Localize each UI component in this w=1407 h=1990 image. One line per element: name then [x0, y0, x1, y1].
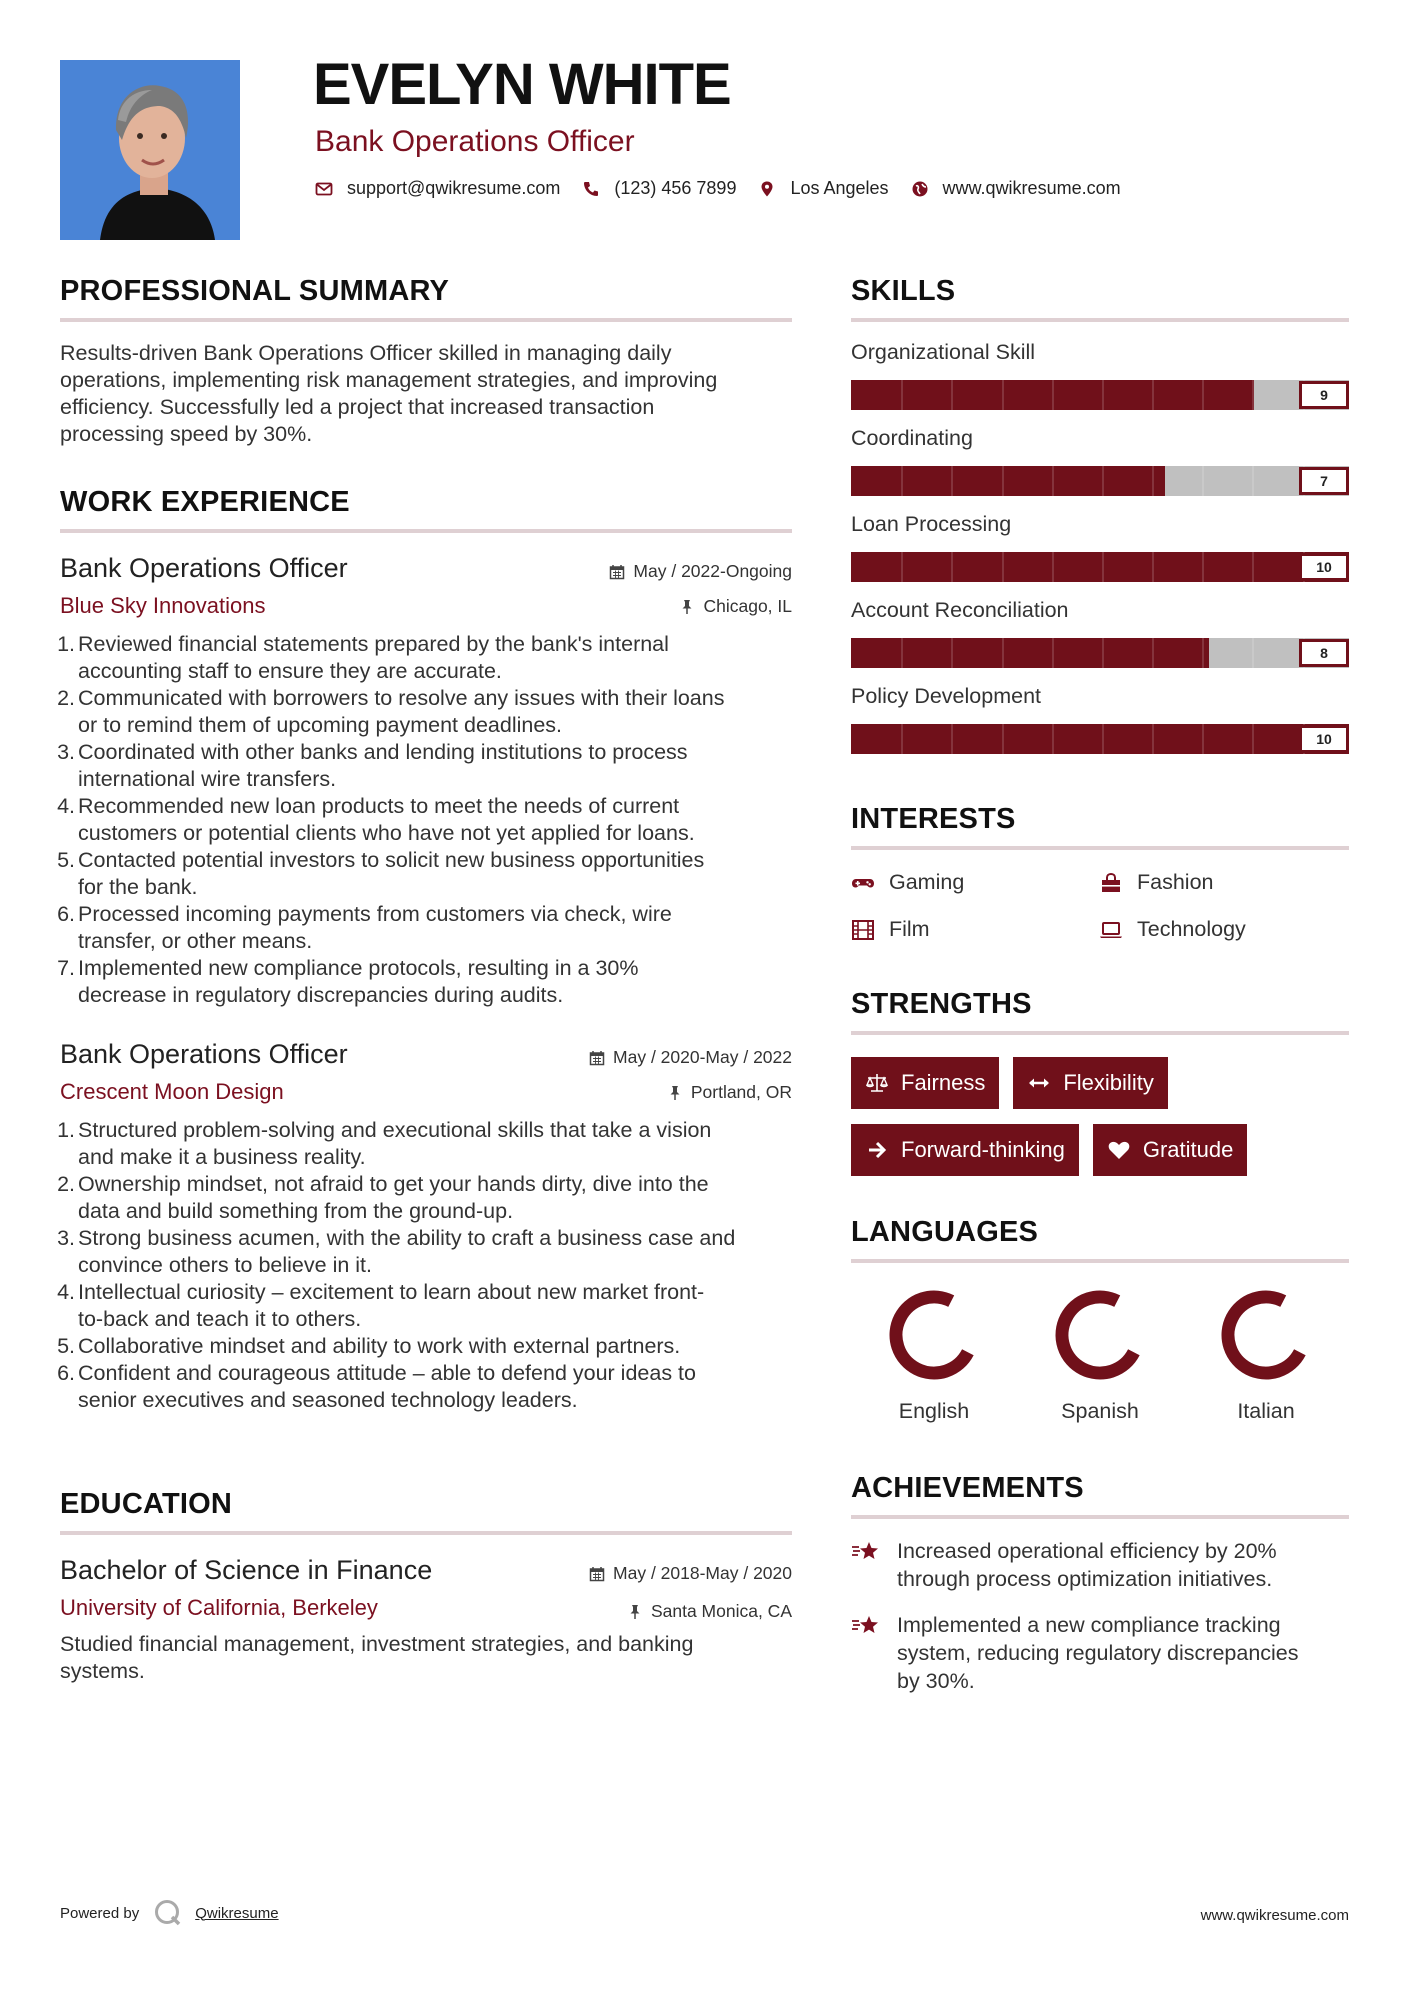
interest-label: Fashion	[1137, 870, 1214, 894]
calendar-icon	[609, 564, 625, 580]
skill-bar-segment	[1052, 552, 1054, 582]
section-divider	[851, 1259, 1349, 1263]
achievements-title: ACHIEVEMENTS	[851, 1472, 1084, 1504]
list-item: 3. Strong business acumen, with the ability to craft a business case and convince others to believe in it.	[57, 1226, 736, 1277]
shooting-star-icon	[851, 1613, 885, 1695]
job-title: Bank Operations Officer	[60, 553, 348, 583]
job-title: Bank Operations Officer	[60, 1039, 348, 1069]
skill-score: 7	[1299, 467, 1349, 495]
pushpin-icon	[679, 599, 695, 615]
candidate-role: Bank Operations Officer	[315, 125, 635, 158]
skill-name: Account Reconciliation	[851, 598, 1069, 622]
language-level-ring	[1054, 1289, 1146, 1381]
skill-score: 8	[1299, 639, 1349, 667]
interest-item	[1099, 917, 1347, 942]
phone-icon	[582, 180, 600, 198]
skill-bar-segment	[901, 724, 903, 754]
skill-bar-segment	[1102, 638, 1104, 668]
skill-bar-segment	[901, 552, 903, 582]
arrow-right-icon	[865, 1138, 889, 1162]
education-date-text: May / 2018-May / 2020	[613, 1563, 792, 1583]
skill-bar	[851, 724, 1349, 754]
education-title: EDUCATION	[60, 1488, 233, 1520]
pushpin-icon	[627, 1604, 643, 1620]
skill-bar-segment	[951, 552, 953, 582]
interests-list	[851, 870, 1349, 942]
list-item: 1. Reviewed financial statements prepared by the bank's internal accounting staff to ensure they are accurate.	[57, 632, 669, 683]
list-item: 2. Ownership mindset, not afraid to get your hands dirty, dive into the data and build something from the ground-up.	[57, 1172, 709, 1223]
strength-label: Gratitude	[1142, 1137, 1234, 1162]
section-divider	[60, 318, 792, 322]
skill-name: Coordinating	[851, 426, 973, 450]
education-location-text: Santa Monica, CA	[650, 1601, 792, 1621]
skill-bar-segment	[1252, 552, 1254, 582]
skill-bar-segment	[1152, 638, 1154, 668]
interest-label: Film	[889, 917, 930, 941]
school-name: University of California, Berkeley	[60, 1595, 378, 1620]
profile-photo	[60, 60, 240, 240]
section-divider	[60, 1531, 792, 1535]
job-company: Crescent Moon Design	[60, 1079, 284, 1104]
skill-bar-segment	[1152, 552, 1154, 582]
map-pin-icon	[758, 180, 776, 198]
skill-item	[851, 426, 1349, 496]
skill-bar-segment	[1102, 466, 1104, 496]
skill-bar-fill	[851, 638, 1209, 668]
skill-score: 10	[1299, 725, 1349, 753]
strengths-title: STRENGTHS	[851, 988, 1032, 1020]
skill-bar-fill	[851, 552, 1349, 582]
skill-bar-fill	[851, 466, 1165, 496]
job-location-text: Chicago, IL	[703, 596, 792, 616]
skill-bar-segment	[1002, 638, 1004, 668]
skill-bar-segment	[1052, 638, 1054, 668]
education-date	[589, 1563, 792, 1584]
skill-bar-segment	[951, 638, 953, 668]
skill-bar-segment	[1002, 380, 1004, 410]
skill-bar	[851, 380, 1349, 410]
language-item	[1017, 1289, 1183, 1424]
interest-label: Technology	[1137, 917, 1246, 941]
languages-section	[851, 1216, 1349, 1424]
language-item	[1183, 1289, 1349, 1424]
interests-section	[851, 803, 1349, 942]
skill-item	[851, 684, 1349, 754]
shopping-bag-icon	[1099, 871, 1123, 895]
portrait-image	[60, 60, 240, 240]
interest-item	[1099, 870, 1347, 895]
skill-bar-segment	[1102, 380, 1104, 410]
strength-label: Forward-thinking	[901, 1137, 1065, 1162]
job-date-text: May / 2020-May / 2022	[613, 1047, 792, 1067]
qwikresume-link[interactable]: Qwikresume	[195, 1904, 279, 1922]
shooting-star-icon	[851, 1539, 885, 1593]
list-item: 3. Coordinated with other banks and lending institutions to process international wire transfers.	[57, 740, 688, 791]
skill-bar-segment	[951, 724, 953, 754]
summary-title: PROFESSIONAL SUMMARY	[60, 275, 450, 307]
list-item: 4. Intellectual curiosity – excitement to learn about new market front- to-back and teach it to others.	[57, 1280, 705, 1331]
contact-location	[758, 178, 888, 199]
film-icon	[851, 918, 875, 942]
skills-title: SKILLS	[851, 275, 956, 307]
skill-bar-segment	[951, 466, 953, 496]
skill-bar-segment	[1102, 552, 1104, 582]
job-location	[679, 596, 792, 617]
skill-bar-segment	[901, 380, 903, 410]
work-section	[57, 486, 792, 1414]
achievement-item	[851, 1611, 1349, 1695]
job-header	[60, 553, 792, 617]
section-divider	[851, 318, 1349, 322]
list-item: 7. Implemented new compliance protocols, resulting in a 30% decrease in regulatory discrepancies during audits.	[57, 956, 639, 1007]
section-divider	[851, 1515, 1349, 1519]
job-location	[667, 1082, 792, 1103]
skill-bar-segment	[1152, 380, 1154, 410]
achievement-text: Implemented a new compliance tracking system, reducing regulatory discrepancies by 30%.	[897, 1613, 1299, 1693]
section-divider	[60, 529, 792, 533]
skill-bar	[851, 466, 1349, 496]
summary-line: operations, implementing risk management strategies, and improving	[60, 368, 718, 392]
skill-bar-segment	[1202, 724, 1204, 754]
skill-score: 9	[1299, 381, 1349, 409]
job-date	[609, 561, 792, 582]
footer-powered-by	[60, 1898, 279, 1928]
summary-line: efficiency. Successfully led a project that increased transaction	[60, 395, 655, 419]
section-divider	[851, 846, 1349, 850]
job-company: Blue Sky Innovations	[60, 593, 266, 618]
list-item: 5. Collaborative mindset and ability to work with external partners.	[57, 1334, 681, 1358]
envelope-icon	[315, 180, 333, 198]
gamepad-icon	[851, 871, 875, 895]
education-section	[60, 1488, 792, 1685]
contact-website[interactable]	[911, 178, 1121, 199]
skill-bar-segment	[1052, 380, 1054, 410]
education-location	[627, 1601, 792, 1622]
globe-icon	[911, 180, 929, 198]
skill-bar	[851, 552, 1349, 582]
job-header	[60, 1039, 792, 1103]
skill-bar-segment	[1202, 552, 1204, 582]
job-date-text: May / 2022-Ongoing	[633, 561, 792, 581]
languages-list	[851, 1289, 1349, 1424]
interest-label: Gaming	[889, 870, 965, 894]
list-item: 6. Processed incoming payments from customers via check, wire transfer, or other means.	[57, 902, 672, 953]
achievements-section	[851, 1472, 1349, 1695]
section-divider	[851, 1031, 1349, 1035]
contact-phone-text: (123) 456 7899	[614, 178, 737, 198]
language-label: Italian	[1237, 1399, 1295, 1423]
skill-bar-segment	[1002, 552, 1004, 582]
language-level-ring	[1220, 1289, 1312, 1381]
skill-bar-segment	[1202, 466, 1204, 496]
candidate-name: EVELYN WHITE	[313, 52, 731, 117]
contact-email-text: support@qwikresume.com	[347, 178, 561, 198]
strengths-list	[851, 1057, 1349, 1191]
skill-bar-segment	[1252, 380, 1254, 410]
achievement-text: Increased operational efficiency by 20% through process optimization initiatives.	[897, 1539, 1277, 1591]
list-item: 4. Recommended new loan products to meet the needs of current customers or potential clients who have not yet applied for loans.	[57, 794, 695, 845]
education-header	[60, 1555, 792, 1619]
degree-title: Bachelor of Science in Finance	[60, 1555, 433, 1585]
skills-list	[851, 340, 1349, 754]
contact-phone[interactable]	[582, 178, 736, 199]
list-item: 6. Confident and courageous attitude – able to defend your ideas to senior executives and seasoned technology leaders.	[57, 1361, 696, 1412]
interest-item	[851, 917, 1099, 942]
interest-item	[851, 870, 1099, 895]
calendar-icon	[589, 1050, 605, 1066]
list-item: 2. Communicated with borrowers to resolve any issues with their loans or to remind them of upcoming payment deadlines.	[57, 686, 725, 737]
skill-name: Loan Processing	[851, 512, 1012, 536]
languages-title: LANGUAGES	[851, 1216, 1039, 1248]
list-item: 1. Structured problem-solving and executional skills that take a vision and make it a business reality.	[57, 1118, 712, 1169]
job-bullets	[57, 1117, 792, 1414]
summary-line: Results-driven Bank Operations Officer skilled in managing daily	[60, 341, 672, 365]
contact-email[interactable]	[315, 178, 560, 199]
strength-label: Fairness	[901, 1070, 986, 1095]
summary-text	[60, 340, 792, 448]
strength-tag	[851, 1124, 1079, 1176]
skill-bar-segment	[1052, 724, 1054, 754]
skill-score: 10	[1299, 553, 1349, 581]
strength-tag	[1093, 1124, 1248, 1176]
laptop-icon	[1099, 918, 1123, 942]
contact-location-text: Los Angeles	[790, 178, 889, 198]
balance-scale-icon	[865, 1071, 889, 1095]
work-title: WORK EXPERIENCE	[60, 486, 350, 518]
skill-item	[851, 598, 1349, 668]
achievement-item	[851, 1537, 1349, 1593]
skill-bar-segment	[1152, 724, 1154, 754]
skill-bar-segment	[1002, 724, 1004, 754]
pushpin-icon	[667, 1085, 683, 1101]
skill-bar-segment	[1202, 380, 1204, 410]
job-bullets	[57, 631, 792, 1009]
calendar-icon	[589, 1566, 605, 1582]
heart-icon	[1107, 1138, 1131, 1162]
language-level-ring	[888, 1289, 980, 1381]
skill-bar-segment	[1252, 466, 1254, 496]
strength-tag	[1013, 1057, 1167, 1109]
qwikresume-logo-icon	[153, 1898, 183, 1928]
skill-bar-segment	[901, 466, 903, 496]
contact-website-text: www.qwikresume.com	[942, 178, 1121, 198]
summary-line: processing speed by 30%.	[60, 422, 313, 446]
contact-bar	[315, 178, 1143, 199]
footer-site-link[interactable]: www.qwikresume.com	[1200, 1907, 1349, 1924]
skill-bar-segment	[951, 380, 953, 410]
skill-item	[851, 340, 1349, 410]
skills-section	[851, 275, 1349, 754]
summary-section	[60, 275, 792, 448]
skill-bar	[851, 638, 1349, 668]
skill-bar-segment	[1002, 466, 1004, 496]
skill-bar-segment	[1252, 638, 1254, 668]
strength-label: Flexibility	[1063, 1070, 1154, 1095]
powered-by-text: Powered by	[60, 1904, 140, 1922]
job-date	[589, 1047, 792, 1068]
skill-item	[851, 512, 1349, 582]
skill-bar-segment	[1152, 466, 1154, 496]
skill-bar-segment	[1202, 638, 1204, 668]
skill-bar-segment	[1102, 724, 1104, 754]
interests-title: INTERESTS	[851, 803, 1016, 835]
arrows-horizontal-icon	[1027, 1071, 1051, 1095]
skill-bar-segment	[1052, 466, 1054, 496]
skill-bar-fill	[851, 724, 1349, 754]
language-item	[851, 1289, 1017, 1424]
strength-tag	[851, 1057, 999, 1109]
language-label: English	[898, 1399, 970, 1423]
skill-bar-segment	[901, 638, 903, 668]
education-description: Studied financial management, investment strategies, and banking systems.	[60, 1632, 694, 1683]
list-item: 5. Contacted potential investors to solicit new business opportunities for the bank.	[57, 848, 705, 899]
skill-name: Organizational Skill	[851, 340, 1036, 364]
skill-name: Policy Development	[851, 684, 1042, 708]
language-label: Spanish	[1061, 1399, 1139, 1423]
skill-bar-segment	[1252, 724, 1254, 754]
strengths-section	[851, 988, 1349, 1191]
job-location-text: Portland, OR	[690, 1082, 792, 1102]
